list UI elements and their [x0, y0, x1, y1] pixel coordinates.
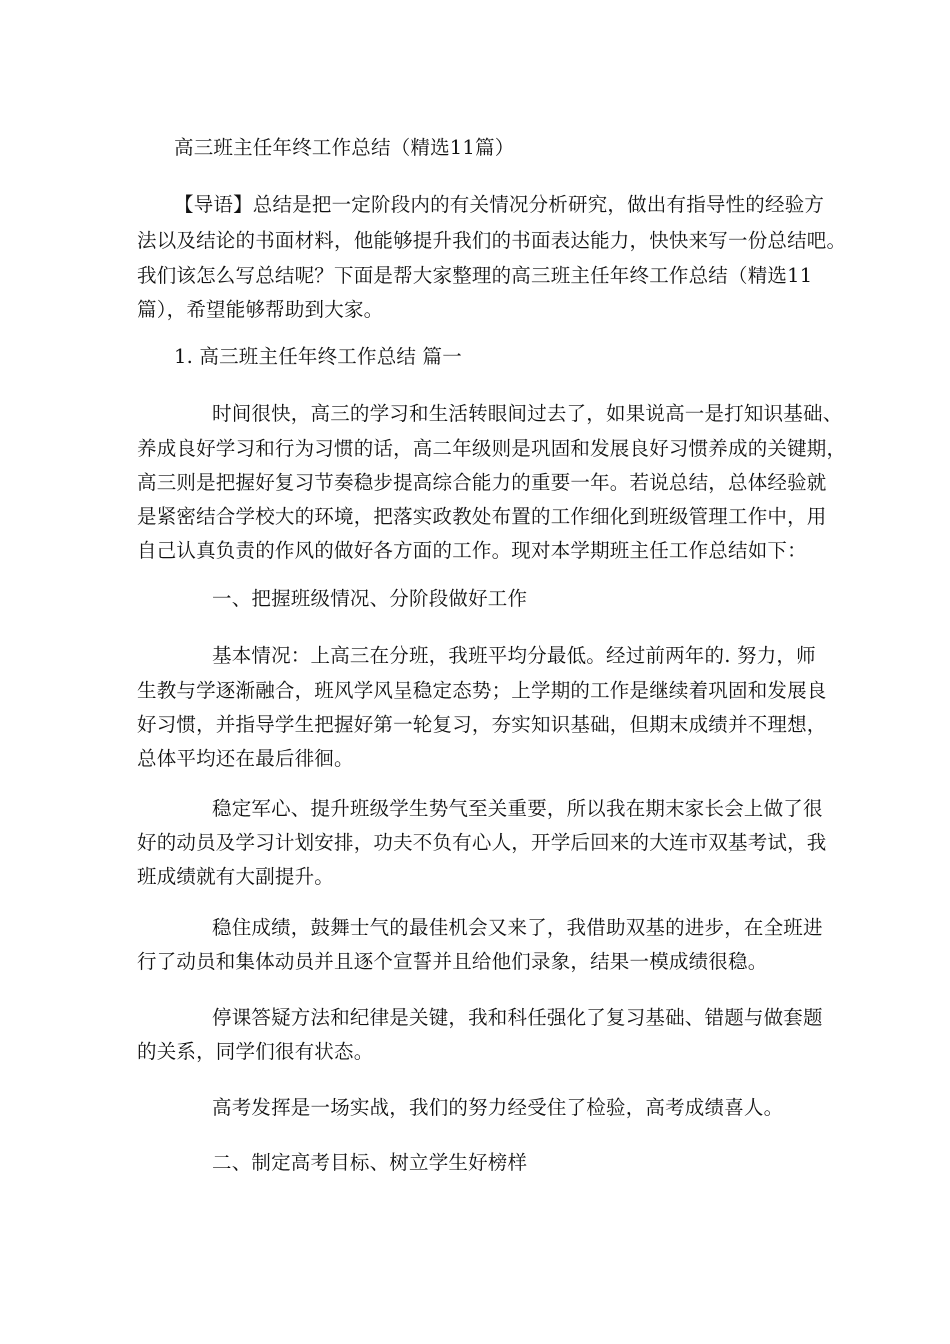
intro-line: 我们该怎么写总结呢？下面是帮大家整理的高三班主任年终工作总结（精选11 — [137, 264, 813, 287]
paragraph-line: 高考发挥是一场实战，我们的努力经受住了检验，高考成绩喜人。 — [212, 1096, 784, 1119]
document-title: 高三班主任年终工作总结（精选11篇） — [174, 136, 515, 159]
paragraph-line: 时间很快，高三的学习和生活转眼间过去了，如果说高一是打知识基础、 — [212, 402, 843, 425]
section-heading-2: 二、制定高考目标、树立学生好榜样 — [212, 1151, 528, 1174]
article-heading: 1. 高三班主任年终工作总结 篇一 — [174, 345, 462, 368]
section-heading-1: 一、把握班级情况、分阶段做好工作 — [212, 587, 528, 610]
paragraph-line: 稳定军心、提升班级学生势气至关重要，所以我在期末家长会上做了很 — [212, 797, 823, 820]
paragraph-line: 停课答疑方法和纪律是关键，我和科任强化了复习基础、错题与做套题 — [212, 1006, 823, 1029]
paragraph-line: 行了动员和集体动员并且逐个宣誓并且给他们录象，结果一模成绩很稳。 — [137, 950, 768, 973]
paragraph-line: 基本情况：上高三在分班，我班平均分最低。经过前两年的. 努力，师 — [212, 644, 816, 667]
paragraph-line: 好的动员及学习计划安排，功夫不负有心人，开学后回来的大连市双基考试，我 — [137, 831, 827, 854]
paragraph-line: 好习惯，并指导学生把握好第一轮复习，夯实知识基础，但期末成绩并不理想， — [137, 713, 827, 736]
paragraph-line: 自己认真负责的作风的做好各方面的工作。现对本学期班主任工作总结如下： — [137, 539, 807, 562]
paragraph-line: 是紧密结合学校大的环境，把落实政教处布置的工作细化到班级管理工作中，用 — [137, 505, 827, 528]
intro-line: 【导语】总结是把一定阶段内的有关情况分析研究，做出有指导性的经验方 — [174, 193, 825, 216]
paragraph-line: 养成良好学习和行为习惯的话，高二年级则是巩固和发展良好习惯养成的关键期， — [137, 437, 847, 460]
paragraph-line: 班成绩就有大副提升。 — [137, 865, 335, 888]
paragraph-line: 生教与学逐渐融合，班风学风呈稳定态势；上学期的工作是继续着巩固和发展良 — [137, 679, 827, 702]
paragraph-line: 总体平均还在最后徘徊。 — [137, 747, 354, 770]
intro-line: 法以及结论的书面材料，他能够提升我们的书面表达能力，快快来写一份总结吧。 — [137, 229, 847, 252]
paragraph-line: 的关系，同学们很有状态。 — [137, 1040, 374, 1063]
intro-line: 篇），希望能够帮助到大家。 — [137, 298, 384, 321]
paragraph-line: 稳住成绩，鼓舞士气的最佳机会又来了，我借助双基的进步，在全班进 — [212, 916, 823, 939]
paragraph-line: 高三则是把握好复习节奏稳步提高综合能力的重要一年。若说总结，总体经验就 — [137, 471, 827, 494]
